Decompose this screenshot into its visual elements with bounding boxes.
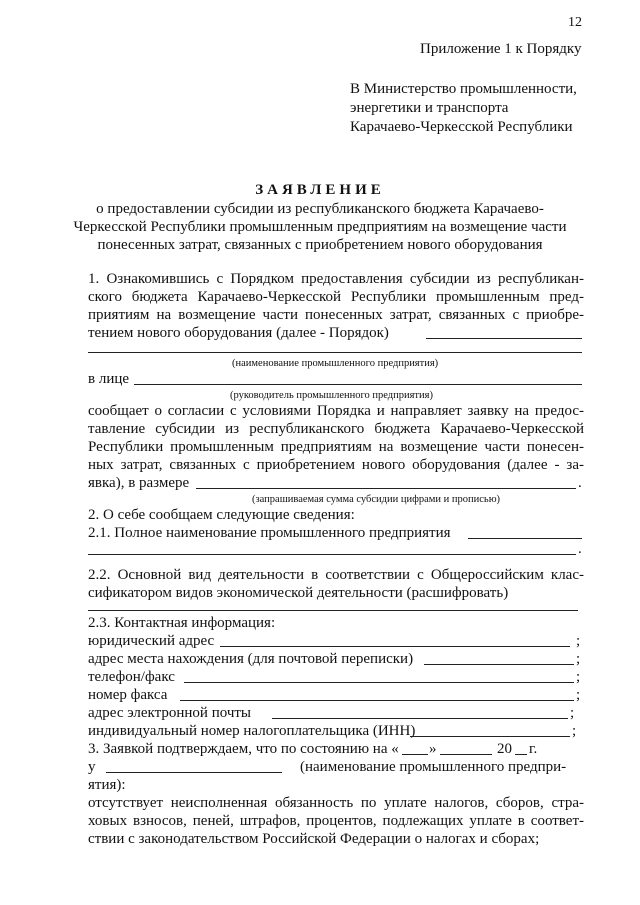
enterprise-name-blank-line[interactable] xyxy=(88,352,582,353)
para2-line-4: ных затрат, связанных с приобретением нового оборудования (далее - за- xyxy=(88,457,584,473)
month-blank-line[interactable] xyxy=(440,754,492,755)
legal-address-blank-line[interactable] xyxy=(220,646,570,647)
para3-line-1: отсутствует неисполненная обязанность по уплате налогов, сборов, стра- xyxy=(88,795,584,811)
document-title: ЗАЯВЛЕНИЕ xyxy=(255,182,385,198)
postal-address-blank-line[interactable] xyxy=(424,664,574,665)
subtitle-line-2: Черкесской Республики промышленным предприятиям на возмещение части xyxy=(73,219,567,235)
section-3-year: 20 xyxy=(497,741,512,757)
contact-label-inn: индивидуальный номер налогоплательщика (ИНН) xyxy=(88,723,416,739)
section-3-year-suffix: г. xyxy=(529,741,538,757)
email-semicolon: ; xyxy=(570,705,575,721)
email-blank-line[interactable] xyxy=(272,718,568,719)
activity-blank-line[interactable] xyxy=(88,610,578,611)
para1-line-2: ского бюджета Карачаево-Черкесской Республики промышленным пред- xyxy=(88,289,584,305)
amount-period: . xyxy=(578,475,582,491)
para3-line-2: ховых взносов, пеней, штрафов, процентов, подлежащих уплате в соответ- xyxy=(88,813,584,829)
para1-line-4: тением нового оборудования (далее - Порядок) xyxy=(88,325,389,341)
contact-label-phone-fax: телефон/факс xyxy=(88,669,175,685)
section-3-quote-close: » xyxy=(429,741,437,757)
subtitle-line-1: о предоставлении субсидии из республиканского бюджета Карачаево- xyxy=(96,201,544,217)
caption-head: (руководитель промышленного предприятия) xyxy=(230,390,433,401)
para3-line-3: ствии с законодательством Российской Федерации о налогах и сборах; xyxy=(88,831,540,847)
day-blank-line[interactable] xyxy=(402,754,428,755)
head-blank-line[interactable] xyxy=(134,384,582,385)
fax-number-semicolon: ; xyxy=(576,687,581,703)
addressee-line-3: Карачаево-Черкесской Республики xyxy=(350,119,573,135)
caption-amount: (запрашиваемая сумма субсидии цифрами и прописью) xyxy=(252,494,501,505)
section-3-text: 3. Заявкой подтверждаем, что по состоянию на « xyxy=(88,741,399,757)
para1-line-3: приятиям на возмещение части понесенных затрат, связанных с приобре- xyxy=(88,307,584,323)
addressee-line-2: энергетики и транспорта xyxy=(350,100,509,116)
para2-line-1: сообщает о согласии с условиями Порядка и направляет заявку на предос- xyxy=(88,403,584,419)
full-name-blank-line-2[interactable] xyxy=(88,554,576,555)
para1-line-1: 1. Ознакомившись с Порядком предоставления субсидии из республикан- xyxy=(88,271,584,287)
contact-label-email: адрес электронной почты xyxy=(88,705,252,721)
subtitle-line-3: понесенных затрат, связанных с приобретением нового оборудования xyxy=(97,237,543,253)
in-person-label: в лице xyxy=(88,371,130,387)
para2-line-2: тавление субсидии из республиканского бюджета Карачаево-Черкесской xyxy=(88,421,584,437)
full-name-blank-line[interactable] xyxy=(468,538,582,539)
u-caption-cont: ятия): xyxy=(88,777,126,793)
caption-enterprise: (наименование промышленного предприятия) xyxy=(232,358,439,369)
postal-address-semicolon: ; xyxy=(576,651,581,667)
section-2-2-line-2: сификатором видов экономической деятельности (расшифровать) xyxy=(88,585,509,601)
phone-fax-blank-line[interactable] xyxy=(184,682,574,683)
section-2-2-line-1: 2.2. Основной вид деятельности в соответствии с Общероссийским клас- xyxy=(88,567,584,583)
contact-label-fax-number: номер факса xyxy=(88,687,168,703)
u-enterprise-blank-line[interactable] xyxy=(106,772,282,773)
legal-address-semicolon: ; xyxy=(576,633,581,649)
section-2-heading: 2. О себе сообщаем следующие сведения: xyxy=(88,507,355,523)
full-name-period: . xyxy=(578,541,582,557)
para2-line-3: Республики промышленным предприятиям на возмещение части понесен- xyxy=(88,439,584,455)
section-2-1-label: 2.1. Полное наименование промышленного предприятия xyxy=(88,525,451,541)
appendix-note: Приложение 1 к Порядку xyxy=(420,41,582,57)
phone-fax-semicolon: ; xyxy=(576,669,581,685)
para2-line-5: явка), в размере xyxy=(88,475,190,491)
section-2-3-heading: 2.3. Контактная информация: xyxy=(88,615,276,631)
u-prefix: у xyxy=(88,759,96,775)
contact-label-postal-address: адрес места нахождения (для почтовой переписки) xyxy=(88,651,414,667)
contact-label-legal-address: юридический адрес xyxy=(88,633,215,649)
year-blank-line[interactable] xyxy=(515,754,527,755)
inn-blank-line[interactable] xyxy=(410,736,570,737)
addressee-line-1: В Министерство промышленности, xyxy=(350,81,577,97)
amount-blank-line[interactable] xyxy=(196,488,576,489)
page-number: 12 xyxy=(568,15,582,30)
u-caption: (наименование промышленного предпри- xyxy=(300,759,567,775)
procedure-blank-line[interactable] xyxy=(426,338,582,339)
fax-number-blank-line[interactable] xyxy=(180,700,574,701)
inn-semicolon: ; xyxy=(572,723,577,739)
